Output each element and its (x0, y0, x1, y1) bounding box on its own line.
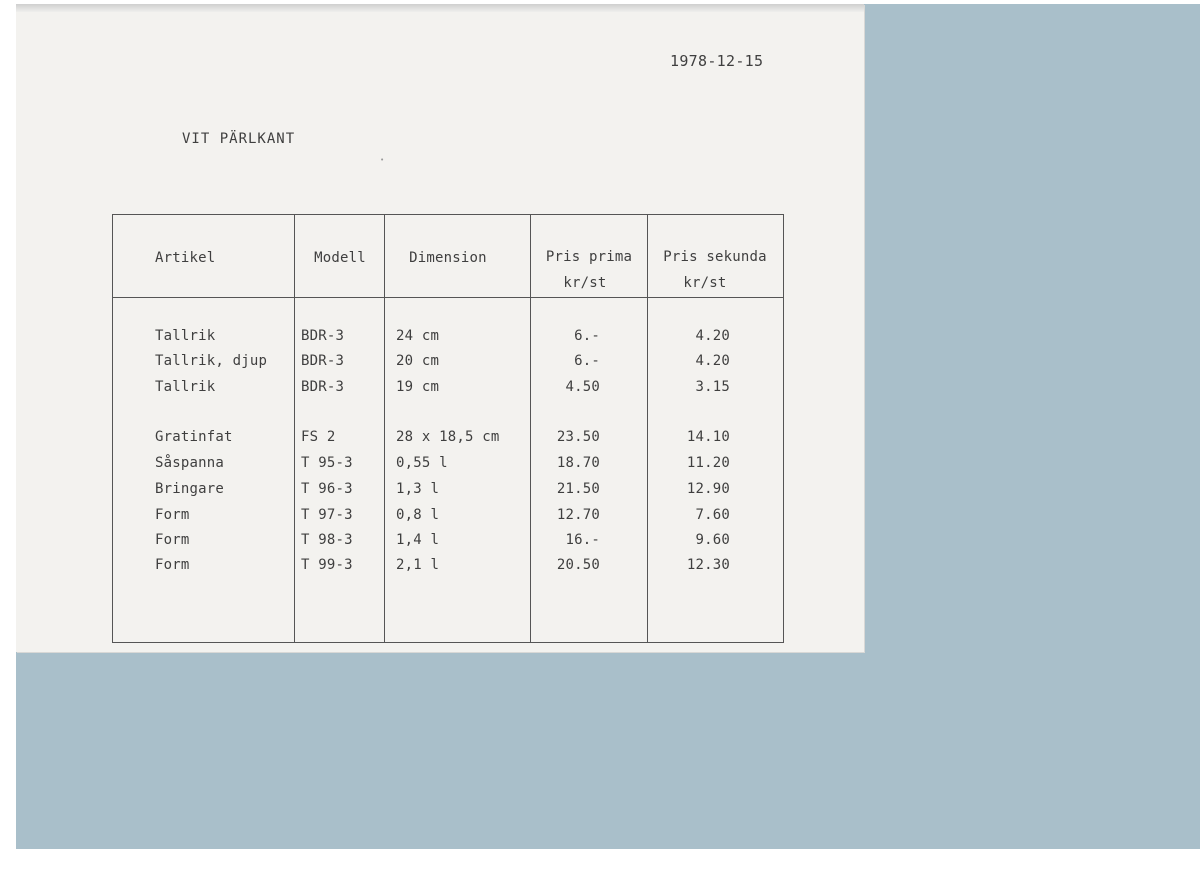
header-pris-sekunda-unit: kr/st (683, 275, 727, 291)
cell-modell: BDR-3 (301, 328, 345, 344)
cell-artikel: Form (155, 532, 190, 548)
cell-artikel: Såspanna (155, 455, 225, 471)
cell-modell: BDR-3 (301, 379, 345, 395)
cell-pris-sekunda: 12.30 (686, 557, 730, 573)
header-dimension: Dimension (409, 250, 487, 266)
cell-pris-prima: 6.- (574, 353, 600, 369)
cell-pris-sekunda: 4.20 (695, 353, 730, 369)
cell-modell: T 96-3 (301, 481, 353, 497)
cell-artikel: Bringare (155, 481, 225, 497)
cell-dimension: 20 cm (396, 353, 440, 369)
cell-pris-sekunda: 11.20 (686, 455, 730, 471)
document-date: 1978-12-15 (670, 52, 764, 70)
cell-dimension: 0,55 l (396, 455, 448, 471)
cell-artikel: Tallrik (155, 328, 216, 344)
cell-dimension: 0,8 l (396, 507, 440, 523)
header-modell: Modell (314, 250, 366, 266)
cell-pris-prima: 6.- (574, 328, 600, 344)
column-divider (530, 214, 531, 642)
cell-dimension: 2,1 l (396, 557, 440, 573)
cell-pris-prima: 16.- (565, 532, 600, 548)
cell-pris-prima: 12.70 (556, 507, 600, 523)
cell-pris-sekunda: 7.60 (695, 507, 730, 523)
cell-modell: T 98-3 (301, 532, 353, 548)
cell-pris-sekunda: 3.15 (695, 379, 730, 395)
cell-dimension: 24 cm (396, 328, 440, 344)
cell-dimension: 1,4 l (396, 532, 440, 548)
cell-pris-prima: 18.70 (556, 455, 600, 471)
document-title: VIT PÄRLKANT (182, 131, 296, 147)
cell-artikel: Gratinfat (155, 429, 233, 445)
header-artikel: Artikel (155, 250, 216, 266)
cell-pris-prima: 4.50 (565, 379, 600, 395)
header-pris-prima-unit: kr/st (563, 275, 607, 291)
cell-artikel: Tallrik (155, 379, 216, 395)
column-divider (384, 214, 385, 642)
paper-mark: • (380, 156, 385, 164)
cell-artikel: Form (155, 507, 190, 523)
cell-modell: T 97-3 (301, 507, 353, 523)
cell-pris-prima: 21.50 (556, 481, 600, 497)
table-top-line (112, 214, 783, 215)
header-pris-sekunda: Pris sekunda (663, 249, 767, 265)
cell-dimension: 1,3 l (396, 481, 440, 497)
cell-pris-sekunda: 14.10 (686, 429, 730, 445)
cell-modell: FS 2 (301, 429, 336, 445)
cell-pris-sekunda: 9.60 (695, 532, 730, 548)
cell-dimension: 28 x 18,5 cm (396, 429, 500, 445)
cell-pris-prima: 23.50 (556, 429, 600, 445)
cell-pris-sekunda: 12.90 (686, 481, 730, 497)
table-header-divider (112, 297, 783, 298)
cell-dimension: 19 cm (396, 379, 440, 395)
cell-pris-prima: 20.50 (556, 557, 600, 573)
cell-modell: T 99-3 (301, 557, 353, 573)
column-divider (647, 214, 648, 642)
cell-modell: BDR-3 (301, 353, 345, 369)
cell-artikel: Tallrik, djup (155, 353, 268, 369)
column-divider (294, 214, 295, 642)
header-pris-prima: Pris prima (545, 249, 633, 265)
cell-artikel: Form (155, 557, 190, 573)
cell-modell: T 95-3 (301, 455, 353, 471)
cell-pris-sekunda: 4.20 (695, 328, 730, 344)
